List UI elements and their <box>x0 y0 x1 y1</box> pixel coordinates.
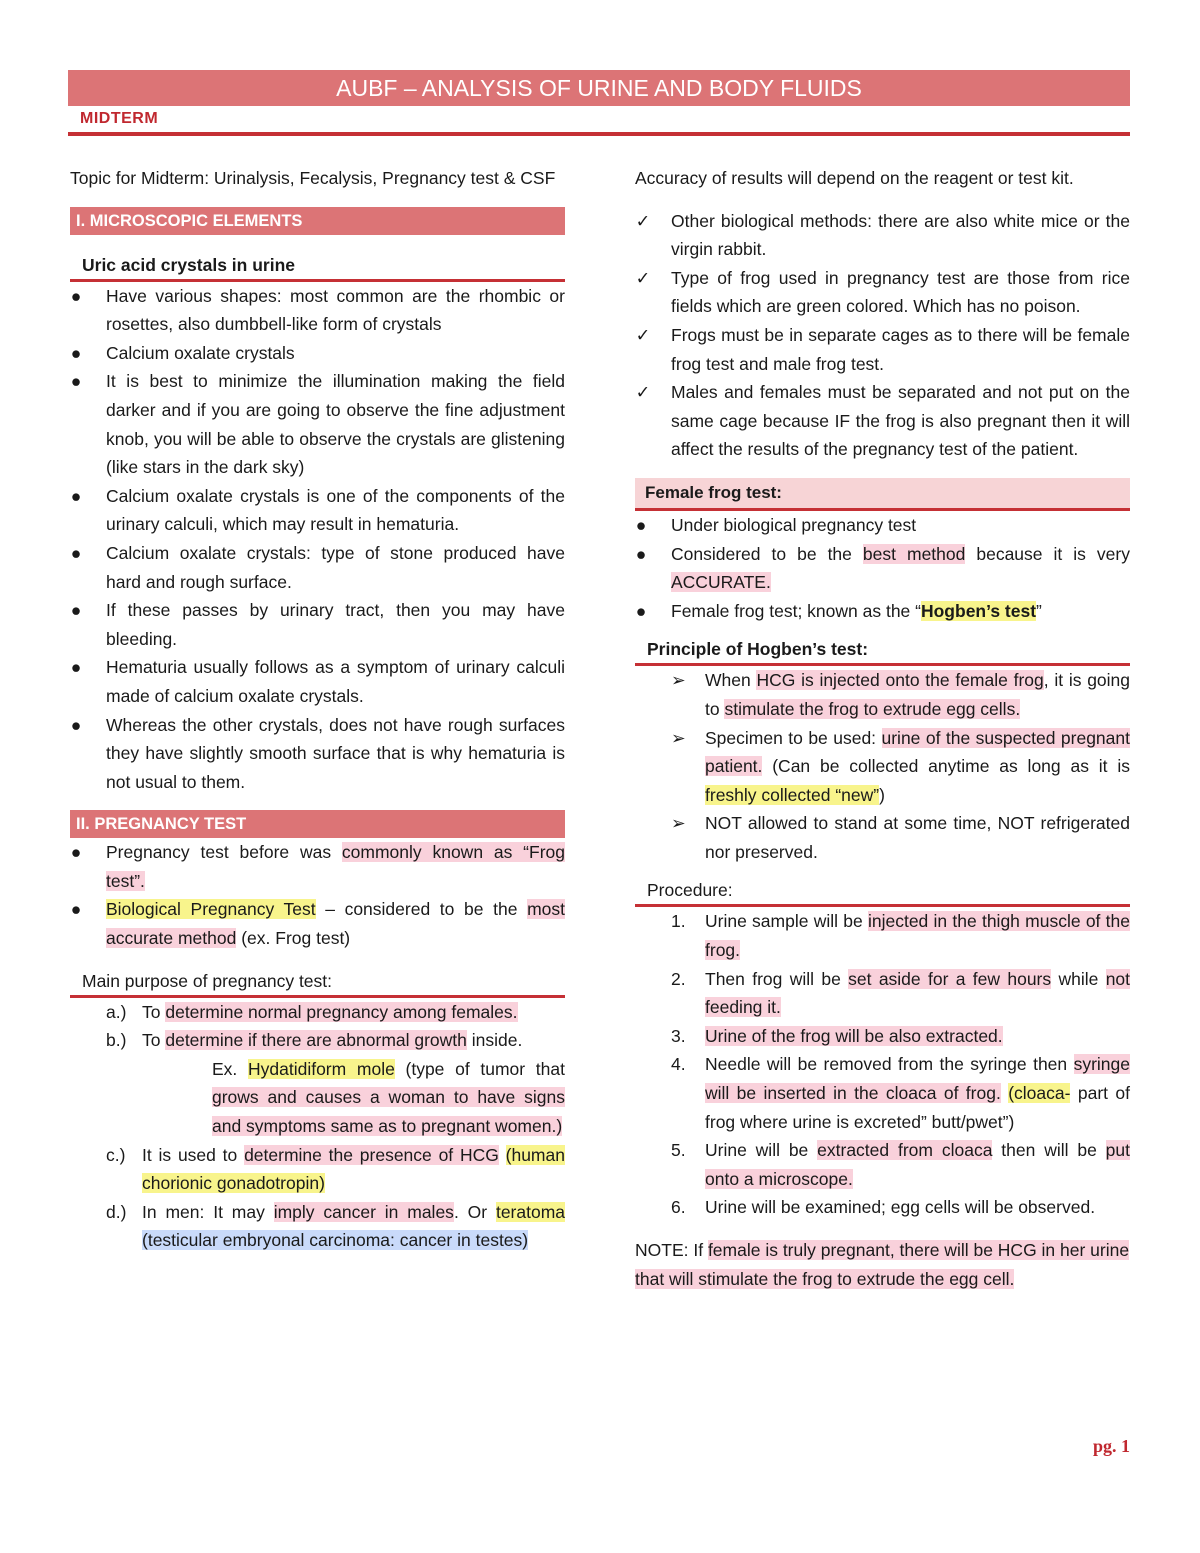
purpose-list-continued <box>70 1141 565 1255</box>
bullet-icon: ● <box>70 842 82 863</box>
text-run: (Can be collected anytime as long as it is <box>762 756 1130 777</box>
list-item-text: Under biological pregnancy test <box>671 514 917 535</box>
bullet-icon: ● <box>635 543 647 564</box>
arrow-bullet-icon: ➢ <box>671 670 686 691</box>
highlighted-text: freshly collected “new” <box>705 784 880 805</box>
highlighted-text: best method <box>862 543 966 564</box>
list-item <box>70 1198 565 1255</box>
highlighted-text: stimulate the frog to extrude egg cells. <box>724 698 1021 719</box>
list-item-text: Hematuria usually follows as a symptom of urinary calculi made of calcium oxalate crystals. <box>106 657 565 706</box>
text-run: Ex. <box>212 1058 248 1079</box>
list-number: 1. <box>671 911 686 932</box>
list-item <box>635 321 1130 378</box>
text-run: then will be <box>992 1140 1106 1161</box>
section-heading-microscopic: I. MICROSCOPIC ELEMENTS <box>70 207 565 235</box>
highlighted-text: commonly known as “Frog test”. <box>106 842 565 891</box>
highlighted-text: Hydatidiform mole <box>247 1058 395 1079</box>
highlighted-text: imply cancer in males <box>273 1201 454 1222</box>
text-run: When <box>705 670 757 691</box>
bullet-icon: ● <box>70 714 82 735</box>
arrow-bullet-icon: ➢ <box>671 813 686 834</box>
list-item <box>635 809 1130 866</box>
arrow-bullet-icon: ➢ <box>671 727 686 748</box>
purpose-list <box>70 998 565 1055</box>
text-run: NOTE: If <box>635 1240 708 1260</box>
highlighted-text: put onto a microscope. <box>705 1140 1130 1189</box>
note-text <box>635 1236 1130 1293</box>
bullet-icon: ● <box>635 600 647 621</box>
list-number: 5. <box>671 1140 686 1161</box>
procedure-heading: Procedure: <box>635 876 1130 907</box>
accuracy-text: Accuracy of results will depend on the reagent or test kit. <box>635 168 1074 188</box>
list-item <box>635 207 1130 264</box>
pregnancy-list <box>70 838 565 952</box>
highlighted-text: HCG is injected onto the female frog <box>756 670 1044 691</box>
procedure-list <box>635 907 1130 1222</box>
list-item <box>70 1141 565 1198</box>
document-subtitle: MIDTERM <box>80 110 159 127</box>
frog-notes-list <box>635 207 1130 464</box>
text-run: Considered to be the <box>671 543 863 564</box>
bullet-icon: ● <box>635 514 647 535</box>
topic-text: Topic for Midterm: Urinalysis, Fecalysis, Pregnancy test & CSF <box>70 168 556 188</box>
highlighted-text: most accurate method <box>106 899 565 949</box>
list-item <box>70 367 565 481</box>
list-item <box>70 596 565 653</box>
highlighted-text: ACCURATE. <box>671 572 771 593</box>
list-marker: c.) <box>106 1144 126 1165</box>
list-number: 2. <box>671 968 686 989</box>
female-frog-list <box>635 511 1130 625</box>
right-column <box>635 164 1130 1293</box>
text-run: ) <box>879 784 885 805</box>
list-marker: a.) <box>106 1001 127 1022</box>
list-item <box>70 339 565 368</box>
list-item <box>635 1136 1130 1193</box>
list-item-text: Have various shapes: most common are the rhombic or rosettes, also dumbbell-like form of crystals <box>106 285 565 335</box>
bullet-icon: ● <box>70 285 82 306</box>
text-run: In men: It may <box>142 1201 274 1222</box>
bullet-icon: ● <box>70 485 82 506</box>
highlighted-text: female is truly pregnant, there will be HCG in her urine that will stimulate the frog to extrude the egg cell. <box>635 1240 1130 1289</box>
list-item <box>70 711 565 797</box>
list-marker: d.) <box>106 1201 127 1222</box>
example-note <box>70 1055 565 1141</box>
section-heading-pregnancy: II. PREGNANCY TEST <box>70 810 565 838</box>
bullet-icon: ● <box>70 899 82 920</box>
highlighted-text: (testicular embryonal carcinoma: cancer in testes) <box>142 1230 529 1251</box>
list-item <box>635 511 1130 540</box>
purpose-heading: Main purpose of pregnancy test: <box>70 967 565 998</box>
checkmark-icon: ✓ <box>635 382 651 403</box>
highlighted-text: determine the presence of HCG <box>244 1144 499 1165</box>
principle-heading: Principle of Hogben’s test: <box>635 635 1130 666</box>
text-run: Specimen to be used: <box>705 727 882 748</box>
text-run: inside. <box>466 1030 523 1051</box>
text-run: – considered to be the <box>315 899 528 920</box>
list-number: 6. <box>671 1197 686 1218</box>
header-divider <box>68 132 1130 136</box>
highlighted-text: syringe will be inserted in the cloaca of frog. <box>705 1054 1130 1104</box>
text-run: Urine will be <box>705 1140 818 1161</box>
list-item-text: Other biological methods: there are also white mice or the virgin rabbit. <box>671 210 1130 260</box>
list-item <box>635 1022 1130 1051</box>
list-item-text: Frogs must be in separate cages as to there will be female frog test and male frog test. <box>671 324 1130 374</box>
highlighted-text: set aside for a few hours <box>848 968 1052 989</box>
text-run: ” <box>1036 600 1042 621</box>
list-item <box>70 838 565 895</box>
list-item <box>70 539 565 596</box>
principle-list <box>635 666 1130 866</box>
list-item <box>635 264 1130 321</box>
text-run: , it is going to <box>705 670 1131 719</box>
highlighted-text: determine normal pregnancy among females. <box>165 1001 518 1022</box>
checkmark-icon: ✓ <box>635 267 651 288</box>
list-item <box>70 998 565 1027</box>
highlighted-text: not feeding it. <box>705 968 1131 1018</box>
highlighted-text: (human chorionic gonadotropin) <box>142 1144 565 1194</box>
text-run: Then frog will be <box>705 968 849 989</box>
highlighted-text: urine of the suspected pregnant patient. <box>705 727 1130 777</box>
list-item <box>70 282 565 339</box>
bullet-icon: ● <box>70 657 82 678</box>
highlighted-text: teratoma <box>495 1201 566 1222</box>
list-item-text: Calcium oxalate crystals: type of stone produced have hard and rough surface. <box>106 542 565 592</box>
list-item <box>70 653 565 710</box>
list-item-text: Males and females must be separated and not put on the same cage because IF the frog is also pregnant then it will affect the results of the pregnancy test of the patient. <box>671 382 1130 460</box>
uric-acid-heading: Uric acid crystals in urine <box>70 251 565 282</box>
text-run: (type of tumor that <box>394 1058 565 1079</box>
bullet-icon: ● <box>70 342 82 363</box>
text-run: To <box>142 1001 166 1022</box>
list-item-text: Calcium oxalate crystals <box>106 342 295 363</box>
text-run: because it is very <box>965 543 1130 564</box>
checkmark-icon: ✓ <box>635 210 651 231</box>
list-item-text: Urine will be examined; egg cells will be observed. <box>705 1197 1096 1218</box>
highlighted-text: Urine of the frog will be also extracted. <box>705 1025 1003 1046</box>
list-item-text: Whereas the other crystals, does not have rough surfaces they have slightly smooth surface that is why hematuria is not usual to them. <box>106 714 565 792</box>
text-run: . Or <box>453 1201 496 1222</box>
text-run: Urine sample will be <box>705 911 868 932</box>
highlighted-text: Biological Pregnancy Test <box>106 899 316 920</box>
list-item <box>70 482 565 539</box>
highlighted-text: determine if there are abnormal growth <box>165 1030 467 1051</box>
list-number: 3. <box>671 1025 686 1046</box>
female-frog-heading: Female frog test: <box>635 478 1130 511</box>
uric-acid-list <box>70 282 565 797</box>
list-item <box>635 666 1130 723</box>
text-run: (ex. Frog test) <box>236 928 351 949</box>
bullet-icon: ● <box>70 542 82 563</box>
list-number: 4. <box>671 1054 686 1075</box>
list-item <box>635 1050 1130 1136</box>
page-number: pg. 1 <box>1092 1436 1130 1456</box>
highlighted-text: extracted from cloaca <box>817 1140 993 1161</box>
list-item <box>635 540 1130 597</box>
checkmark-icon: ✓ <box>635 324 651 345</box>
text-run: It is used to <box>142 1144 245 1165</box>
text-run: Female frog test; known as the “ <box>671 600 921 621</box>
list-item-text: If these passes by urinary tract, then you may have bleeding. <box>106 600 565 649</box>
highlighted-text: (cloaca- <box>1008 1083 1071 1104</box>
list-item <box>635 1193 1130 1222</box>
list-item <box>635 965 1130 1022</box>
text-run: Needle will be removed from the syringe then <box>705 1054 1074 1075</box>
highlighted-text: Hogben’s test <box>920 600 1037 621</box>
list-item <box>70 1026 565 1055</box>
highlighted-text: injected in the thigh muscle of the frog. <box>705 911 1130 961</box>
text-run: while <box>1051 968 1106 989</box>
text-run: To <box>142 1030 166 1051</box>
list-item-text: Type of frog used in pregnancy test are those from rice fields which are green colored. Which has no poison. <box>671 267 1130 317</box>
list-item-text: NOT allowed to stand at some time, NOT refrigerated nor preserved. <box>705 813 1130 862</box>
highlighted-text: grows and causes a woman to have signs and symptoms same as to pregnant women.) <box>212 1087 565 1137</box>
left-column <box>70 164 565 1255</box>
list-item <box>635 907 1130 964</box>
bullet-icon: ● <box>70 600 82 621</box>
bullet-icon: ● <box>70 371 82 392</box>
list-item-text: Calcium oxalate crystals is one of the components of the urinary calculi, which may result in hematuria. <box>106 485 565 535</box>
list-item-text: It is best to minimize the illumination making the field darker and if you are going to observe the fine adjustment knob, you will be able to observe the crystals are glistening (like stars in the dark sky) <box>106 371 565 478</box>
list-item <box>635 597 1130 626</box>
list-marker: b.) <box>106 1030 127 1051</box>
text-run: part of frog where urine is excreted” butt/pwet”) <box>705 1083 1130 1132</box>
document-title: AUBF – ANALYSIS OF URINE AND BODY FLUIDS <box>68 70 1130 106</box>
list-item <box>70 895 565 952</box>
list-item <box>635 724 1130 810</box>
text-run: Pregnancy test before was <box>106 842 342 863</box>
list-item <box>635 378 1130 464</box>
